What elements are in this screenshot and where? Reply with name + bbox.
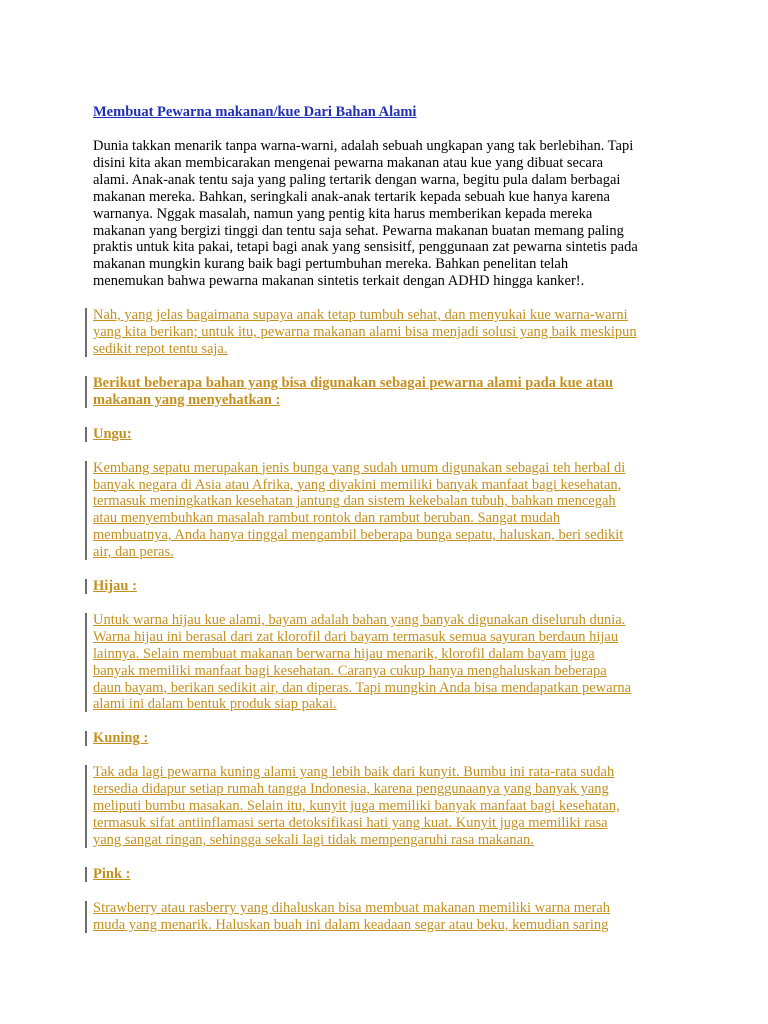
section-line: daun bayam, berikan sedikit air, dan diperas. Tapi mungkin Anda bisa mendapatkan pewarna xyxy=(93,679,632,696)
lead-line: sedikit repot tentu saja. xyxy=(93,340,228,357)
intro-line: makanan mereka. Bahkan, seringkali anak-anak tertarik kepada sebuah kue hanya karena xyxy=(93,188,610,205)
section-line: Tak ada lagi pewarna kuning alami yang lebih baik dari kunyit. Bumbu ini rata-rata sudah xyxy=(93,764,615,781)
subheading-line: Berikut beberapa bahan yang bisa digunakan sebagai pewarna alami pada kue atau xyxy=(93,374,614,391)
lead-line: Nah, yang jelas bagaimana supaya anak tetap tumbuh sehat, dan menyukai kue warna-warni xyxy=(93,307,628,324)
section-heading-label: Hijau : xyxy=(93,578,137,595)
section-line: membuatnya, Anda hanya tinggal mengambil beberapa bunga sepatu, haluskan, beri sedikit xyxy=(93,527,624,544)
section-line: tersedia didapur setiap rumah tangga Indonesia, karena penggunaanya yang banyak yang xyxy=(93,781,609,798)
section-line: muda yang menarik. Haluskan buah ini dalam keadaan segar atau beku, kemudian saring xyxy=(93,916,609,933)
section-line: termasuk sifat antiinflamasi serta detoksifikasi hati yang kuat. Kunyit juga memiliki rasa xyxy=(93,815,608,831)
ingredients-subheading xyxy=(93,375,683,409)
intro-line: makanan yang bergizi tinggi dan tentu saja sehat. Pewarna makanan buatan memang paling xyxy=(93,222,624,239)
section-line: banyak negara di Asia atau Afrika, yang diyakini memiliki banyak manfaat bagi kesehatan, xyxy=(93,476,622,493)
section-heading-label: Kuning : xyxy=(93,730,149,747)
intro-line: warnanya. Nggak masalah, namun yang pentig kita harus memberikan kepada mereka xyxy=(93,205,593,222)
section-line: air, dan peras. xyxy=(93,544,174,561)
lead-paragraph xyxy=(93,307,683,358)
section-heading-label: Ungu: xyxy=(93,425,132,442)
section-line: Kembang sepatu merupakan jenis bunga yang sudah umum digunakan sebagai teh herbal di xyxy=(93,459,626,476)
section-line: atau menyembuhkan masalah rambut rontok dan rambut beruban. Sangat mudah xyxy=(93,510,561,527)
intro-line: alami. Anak-anak tentu saja yang paling tertarik dengan warna, begitu pula dalam berbagai xyxy=(93,171,621,188)
section-body-pink xyxy=(93,900,683,934)
section-body-kuning xyxy=(93,764,683,849)
document-page xyxy=(93,104,683,951)
section-line: termasuk meningkatkan kesehatan jantung dan sistem kekebalan tubuh, bahkan mencegah xyxy=(93,493,616,510)
section-line: meliputi bumbu masakan. Selain itu, kunyit juga memiliki banyak manfaat bagi kesehatan, xyxy=(93,798,620,815)
section-line: banyak memiliki manfaat bagi kesehatan. Caranya cukup hanya menghaluskan beberapa xyxy=(93,662,607,679)
section-heading-label: Pink : xyxy=(93,865,131,882)
section-line: alami ini dalam bentuk produk siap pakai. xyxy=(93,696,337,713)
section-body-ungu xyxy=(93,460,683,561)
section-line: yang sangat ringan, sehingga sekali lagi tidak mempengaruhi rasa makanan. xyxy=(93,831,534,848)
intro-paragraph xyxy=(93,138,683,290)
section-heading-hijau xyxy=(93,578,683,595)
intro-line: praktis untuk kita pakai, tetapi bagi anak yang sensisitf, penggunaan zat pewarna sintetis pada xyxy=(93,239,638,256)
section-line: Strawberry atau rasberry yang dihaluskan bisa membuat makanan memiliki warna merah xyxy=(93,899,610,916)
section-body-hijau xyxy=(93,612,683,713)
section-line: Warna hijau ini berasal dari zat klorofil dari bayam termasuk semua sayuran berdaun hijau xyxy=(93,628,619,645)
section-heading-ungu xyxy=(93,426,683,443)
document-title[interactable]: Membuat Pewarna makanan/kue Dari Bahan Alami xyxy=(93,104,417,120)
intro-line: disini kita akan membicarakan mengenai pewarna makanan atau kue yang dibuat secara xyxy=(93,154,604,171)
intro-line: Dunia takkan menarik tanpa warna-warni, adalah sebuah ungkapan yang tak berlebihan. Tapi xyxy=(93,138,634,154)
section-heading-pink xyxy=(93,866,683,883)
section-line: lainnya. Selain membuat makanan berwarna hijau menarik, klorofil dalam bayam juga xyxy=(93,645,595,662)
subheading-line: makanan yang menyehatkan : xyxy=(93,391,281,408)
intro-line: menemukan bahwa pewarna makanan sintetis terkait dengan ADHD hingga kanker!. xyxy=(93,273,585,290)
lead-line: yang kita berikan; untuk itu, pewarna makanan alami bisa menjadi solusi yang baik meskipun xyxy=(93,324,637,341)
intro-line: makanan mungkin kurang baik bagi pertumbuhan mereka. Bahkan penelitan telah xyxy=(93,256,569,273)
section-heading-kuning xyxy=(93,730,683,747)
section-line: Untuk warna hijau kue alami, bayam adalah bahan yang banyak digunakan diseluruh dunia. xyxy=(93,611,626,628)
